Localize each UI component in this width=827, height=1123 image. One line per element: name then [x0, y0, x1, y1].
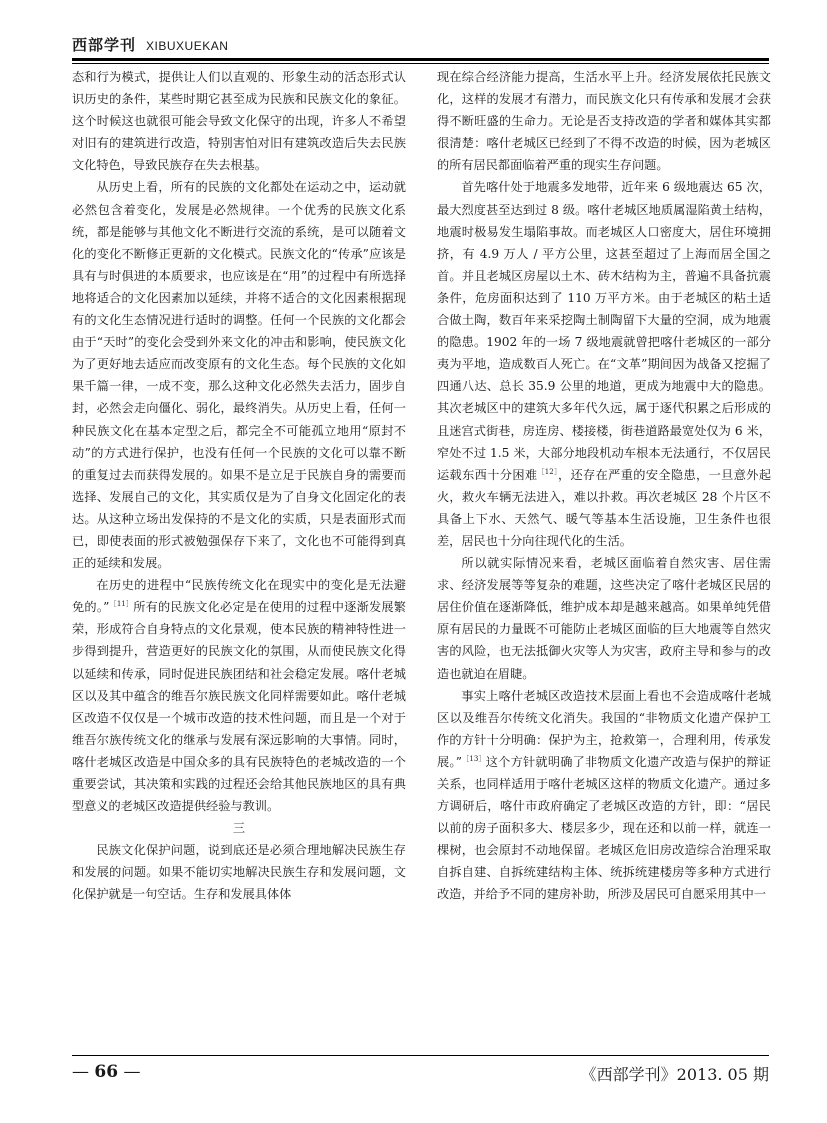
paragraph-text: 事实上喀什老城区改造技术层面上看也不会造成喀什老城区以及维吾尔传统文化消失。我国的“非物质文化遗产保护工作的方针十分明确：保护为主，抢救第一，合理利用，传承发展。”	[437, 688, 771, 769]
running-header	[72, 34, 772, 56]
paragraph: 态和行为模式，提供让人们以直观的、形象生动的活态形式认识历史的条件，某些时期它甚至成为民族和民族文化的象征。这个时候这也就很可能会导致文化保守的出现，许多人不希望对旧有的建筑进行改造，特别害怕对旧有建筑改造后失去民族文化特色，导致民族存在失去根基。	[72, 70, 406, 173]
issue-label: 《西部学刊》2013. 05 期	[580, 1065, 769, 1084]
header-rule-thin	[72, 63, 769, 64]
paragraph-text: 首先喀什处于地震多发地带，近年来 6 级地震达 65 次，最大烈度甚至达到过 8 级。喀什老城区地质属湿陷黄土结构，地震时极易发生塌陷事故。而老城区人口密度大，居住环境拥挤，有 4.9 万人 / 平方公里，这甚至超过了上海而居全国之首。并且老城区房屋以土木、砖木结构为主，普遍不具备抗震条件，危房面积达到了 110 万平方米。由于老城区的粘土适合做土陶，数百年来采挖陶土制陶留下大量的空洞，成为地震的隐患。1902 年的一场 7 级地震就曾把喀什老城区的一部分夷为平地，造成数百人死亡。在“文革”期间因为战备又挖掘了四通八达、总长 35.9 公里的地道，更成为地震中大的隐患。其次老城区中的建筑大多年代久远，属于逐代积累之后形成的且迷宫式街巷，房连房、楼接楼，街巷道路最宽处仅为 6 米，窄处不过 1.5 米，大部分地段机动车根本无法通行，不仅居民运载东西十分困难	[437, 180, 771, 482]
paragraph: 所以就实际情况来看，老城区面临着自然灾害、居住需求、经济发展等等复杂的难题，这些决定了喀什老城区民居的居住价值在逐渐降低，维护成本却是越来越高。如果单纯凭借原有居民的力量既不可能防止老城区面临的巨大地震等自然灾害的风险，也无法抵御火灾等人为灾害，政府主导和参与的改造也就迫在眉睫。	[437, 556, 771, 681]
paragraph-continuation: ，还存在严重的安全隐患，一旦意外起火，救火车辆无法进入，难以扑救。再次老城区 28 个片区不具备上下水、天然气、暖气等基本生活设施，卫生条件也很差，居民也十分向往现代化的生活。	[437, 467, 772, 548]
paragraph: 民族文化保护问题，说到底还是必须合理地解决民族生存和发展的问题。如果不能切实地解决民族生存和发展问题，文化保护就是一句空话。生存和发展具体体	[72, 843, 406, 902]
citation-13: ［13］	[461, 754, 486, 763]
page-number-value: 66	[94, 1062, 119, 1082]
left-column	[72, 66, 406, 906]
page-dash-left: —	[72, 1062, 89, 1082]
quote-text: 在历史的进程中“民族传统文化在现实中的变化是无法避免的。”	[72, 578, 406, 615]
citation-11: ［11］	[109, 600, 134, 609]
paragraph	[72, 574, 406, 817]
paragraph	[437, 176, 771, 552]
header-rule-thick	[72, 58, 769, 61]
paragraph: 从历史上看，所有的民族的文化都处在运动之中，运动就必然包含着变化，发展是必然规律。一个优秀的民族文化系统，都是能够与其他文化不断进行交流的系统，是可以随着文化的变化不断修正更新的文化模式。民族文化的“传承”应该是具有与时俱进的本质要求，也应该是在“用”的过程中有所选择地将适合的文化因素加以延续，并将不适合的文化因素根据现有的文化生态情况进行适时的调整。任何一个民族的文化都会由于“天时”的变化会受到外来文化的冲击和影响，使民族文化为了更好地去适应而改变原有的文化生态。每个民族的文化如果千篇一律，一成不变，那么这种文化必然失去活力，固步自封，必然会走向僵化、弱化，最终消失。从历史上看，任何一种民族文化在基本定型之后，都完全不可能孤立地用“原封不动”的方式进行保护，也没有任何一个民族的文化可以靠不断的重复过去而获得发展的。如果不是立足于民族自身的需要而选择、发展自己的文化，其实质仅是为了自身文化固定化的表达。从这种立场出发保持的不是文化的实质，只是表面形式而已，即使表面的形式被勉强保存下来了，文化也不可能得到真正的延续和发展。	[72, 180, 406, 571]
footer-rule	[72, 1055, 769, 1056]
journal-title-en: XIBUXUEKAN	[146, 39, 229, 53]
right-column	[437, 66, 771, 906]
paragraph: 现在综合经济能力提高，生活水平上升。经济发展依托民族文化，这样的发展才有潜力，而民族文化只有传承和发展才会获得不断旺盛的生命力。无论是否支持改造的学者和媒体其实都很清楚：喀什老城区已经到了不得不改造的时候，因为老城区的所有居民都面临着严重的现实生存问题。	[437, 70, 771, 173]
journal-title: 西部学刊	[72, 36, 137, 54]
page-number	[72, 1062, 140, 1082]
paragraph	[437, 685, 771, 906]
section-number: 三	[232, 821, 246, 836]
page-dash-right: —	[123, 1062, 141, 1082]
paragraph-continuation: 这个方针就明确了非物质文化遗产改造与保护的辩证关系，也同样适用于喀什老城区这样的物质文化遗产。通过多方调研后，喀什市政府确定了老城区改造的方针，即：“居民以前的房子面积多大、楼层多少，现在还和以前一样，就连一棵树，也会原封不动地保留。老城区危旧房改造综合治理采取自拆自建、自拆统建结构主体、统拆统建楼房等多种方式进行改造，并给予不同的建房补助，所涉及居民可自愿采用其中一	[437, 754, 771, 902]
paragraph-continuation: 所有的民族文化必定是在使用的过程中逐渐发展繁荣，形成符合自身特点的文化景观，使本民族的精神特性进一步得到提升，营造更好的民族文化的氛围，从而使民族文化得以延续和传承，同时促进民族团结和社会稳定发展。喀什老城区以及其中蕴含的维吾尔族民族文化同样需要如此。喀什老城区改造不仅仅是一个城市改造的技术性问题，而且是一个对于维吾尔族传统文化的继承与发展有深远影响的大事情。同时，喀什老城区改造是中国众多的具有民族特色的老城改造的一个重要尝试，其决策和实践的过程还会给其他民族地区的具有典型意义的老城区改造提供经验与教训。	[72, 600, 406, 814]
citation-12: ［12］	[537, 467, 558, 476]
